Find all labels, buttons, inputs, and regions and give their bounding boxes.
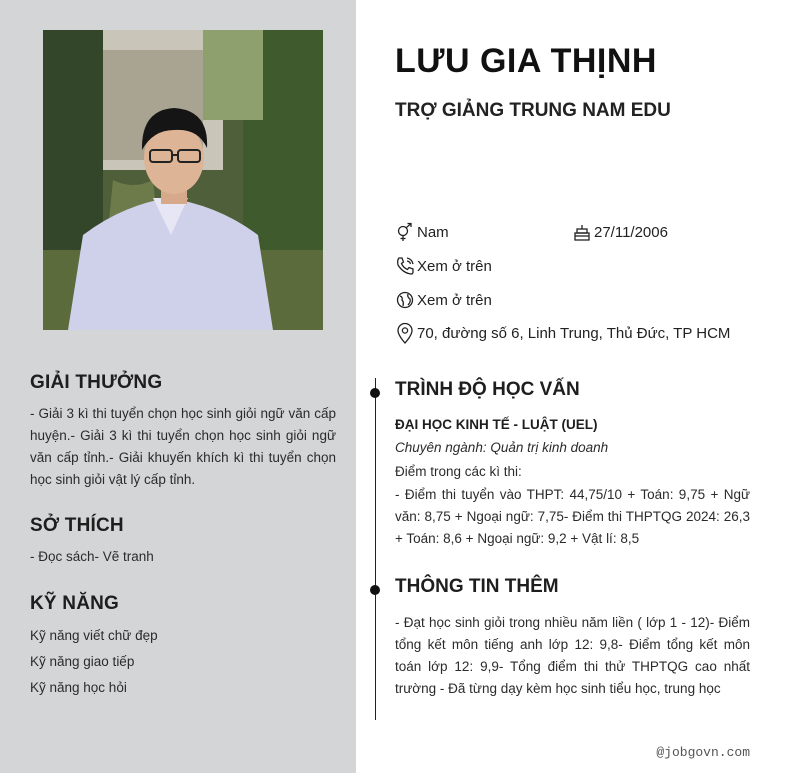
gender-value: Nam bbox=[417, 223, 449, 241]
profile-photo bbox=[43, 30, 323, 330]
hobbies-title: SỞ THÍCH bbox=[30, 515, 124, 536]
hobbies-text: - Đọc sách- Vẽ tranh bbox=[30, 549, 154, 564]
skills-section bbox=[30, 593, 336, 701]
awards-title: GIẢI THƯỞNG bbox=[30, 372, 163, 393]
phone-value: Xem ở trên bbox=[417, 257, 492, 275]
globe-icon bbox=[395, 290, 415, 310]
sidebar bbox=[0, 0, 356, 773]
awards-section bbox=[30, 372, 336, 491]
phone-icon bbox=[395, 256, 415, 276]
website-row bbox=[395, 290, 492, 310]
skills-title: KỸ NĂNG bbox=[30, 593, 120, 614]
address-row bbox=[395, 323, 730, 343]
map-pin-icon bbox=[395, 323, 415, 343]
skills-list bbox=[30, 623, 336, 701]
education-title: TRÌNH ĐỘ HỌC VẤN bbox=[395, 379, 580, 400]
address-value: 70, đường số 6, Linh Trung, Thủ Đức, TP HCM bbox=[417, 324, 731, 342]
website-value: Xem ở trên bbox=[417, 291, 492, 309]
scores-text: - Điểm thi tuyển vào THPT: 44,75/10 + Toán: 9,75 + Ngữ văn: 8,75 + Ngoại ngữ: 7,75- Điểm thi THPTQG 2024: 26,3 + Toán: 8,6 + Ngoại ngữ: 9,2 + Vật lí: 8,5 bbox=[395, 487, 750, 546]
extra-info-text: - Đạt học sinh giỏi trong nhiều năm liền ( lớp 1 - 12)- Điểm tổng kết môn tiếng anh lớp 12: 9,8- Điểm tổng kết môn toán lớp 12: 9,9- Tổng điểm thi thử THPTQG cao nhất trường - Đã từng dạy kèm học sinh tiểu học, trung học bbox=[395, 615, 750, 696]
phone-row bbox=[395, 256, 492, 276]
major: Chuyên ngành: Quản trị kinh doanh bbox=[395, 440, 609, 455]
skill-item: Kỹ năng giao tiếp bbox=[30, 654, 135, 669]
timeline-dot bbox=[370, 585, 380, 595]
extra-info-title: THÔNG TIN THÊM bbox=[395, 576, 559, 597]
skill-item: Kỹ năng học hỏi bbox=[30, 680, 127, 695]
gender-row bbox=[395, 222, 449, 242]
scores-label: Điểm trong các kì thi: bbox=[395, 464, 522, 479]
job-title: TRỢ GIẢNG TRUNG NAM EDU bbox=[395, 100, 671, 121]
birthday-row bbox=[572, 222, 668, 242]
timeline-dot bbox=[370, 388, 380, 398]
hobbies-section bbox=[30, 515, 336, 568]
timeline-line bbox=[375, 378, 376, 720]
cake-icon bbox=[572, 222, 592, 242]
candidate-name: LƯU GIA THỊNH bbox=[395, 42, 657, 80]
education-block bbox=[395, 414, 750, 550]
skill-item: Kỹ năng viết chữ đẹp bbox=[30, 628, 158, 643]
awards-text: - Giải 3 kì thi tuyển chọn học sinh giỏi ngữ văn cấp huyện.- Giải 3 kì thi tuyển chọn học sinh giỏi ngữ văn cấp tỉnh.- Giải khuyến khích kì thi tuyển chọn học sinh giỏi vật lý cấp tỉnh. bbox=[30, 406, 336, 487]
gender-icon bbox=[395, 222, 415, 242]
watermark: @jobgovn.com bbox=[656, 745, 750, 760]
birthday-value: 27/11/2006 bbox=[594, 223, 668, 241]
school-name: ĐẠI HỌC KINH TẾ - LUẬT (UEL) bbox=[395, 417, 598, 432]
